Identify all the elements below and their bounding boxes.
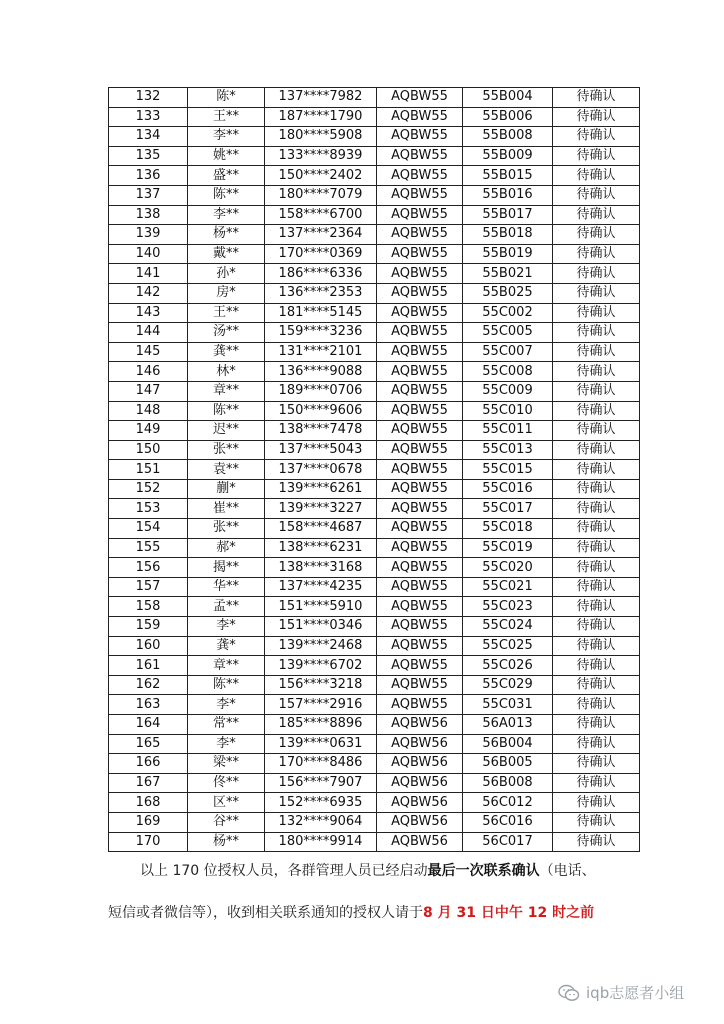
notice-text: 短信或者微信等），收到相关联系通知的授权人请于 (108, 905, 423, 921)
table-row (109, 323, 640, 343)
status-cell: 待确认 (553, 225, 640, 245)
name-cell: 陈** (188, 401, 265, 421)
member-id-cell: 56B008 (463, 773, 553, 793)
row-number-cell: 155 (109, 538, 188, 558)
name-cell: 姚** (188, 146, 265, 166)
name-cell: 佟** (188, 773, 265, 793)
table-row (109, 597, 640, 617)
status-cell: 待确认 (553, 812, 640, 832)
row-number-cell: 158 (109, 597, 188, 617)
row-number-cell: 137 (109, 185, 188, 205)
table-row (109, 675, 640, 695)
table-row (109, 303, 640, 323)
status-cell: 待确认 (553, 754, 640, 774)
member-id-cell: 56C012 (463, 793, 553, 813)
member-id-cell: 56B004 (463, 734, 553, 754)
name-cell: 李* (188, 734, 265, 754)
authorization-table (108, 87, 640, 852)
group-code-cell: AQBW55 (377, 617, 463, 637)
phone-cell: 150****2402 (265, 166, 377, 186)
table-row (109, 440, 640, 460)
name-cell: 戴** (188, 244, 265, 264)
member-id-cell: 55C002 (463, 303, 553, 323)
group-code-cell: AQBW55 (377, 519, 463, 539)
row-number-cell: 150 (109, 440, 188, 460)
status-cell: 待确认 (553, 283, 640, 303)
name-cell: 常** (188, 715, 265, 735)
group-code-cell: AQBW56 (377, 773, 463, 793)
row-number-cell: 142 (109, 283, 188, 303)
status-cell: 待确认 (553, 656, 640, 676)
name-cell: 李* (188, 617, 265, 637)
status-cell: 待确认 (553, 558, 640, 578)
watermark (558, 982, 684, 1003)
phone-cell: 159****3236 (265, 323, 377, 343)
name-cell: 陈* (188, 88, 265, 108)
row-number-cell: 156 (109, 558, 188, 578)
phone-cell: 138****6231 (265, 538, 377, 558)
phone-cell: 138****7478 (265, 421, 377, 441)
member-id-cell: 55C010 (463, 401, 553, 421)
group-code-cell: AQBW56 (377, 812, 463, 832)
member-id-cell: 55B016 (463, 185, 553, 205)
row-number-cell: 165 (109, 734, 188, 754)
phone-cell: 139****0631 (265, 734, 377, 754)
table-row (109, 754, 640, 774)
row-number-cell: 133 (109, 107, 188, 127)
phone-cell: 136****2353 (265, 283, 377, 303)
row-number-cell: 147 (109, 381, 188, 401)
member-id-cell: 56A013 (463, 715, 553, 735)
group-code-cell: AQBW55 (377, 597, 463, 617)
status-cell: 待确认 (553, 636, 640, 656)
member-id-cell: 56C016 (463, 812, 553, 832)
table-row (109, 636, 640, 656)
name-cell: 张** (188, 440, 265, 460)
phone-cell: 137****5043 (265, 440, 377, 460)
status-cell: 待确认 (553, 734, 640, 754)
row-number-cell: 168 (109, 793, 188, 813)
name-cell: 袁** (188, 460, 265, 480)
group-code-cell: AQBW56 (377, 793, 463, 813)
row-number-cell: 160 (109, 636, 188, 656)
status-cell: 待确认 (553, 695, 640, 715)
status-cell: 待确认 (553, 362, 640, 382)
row-number-cell: 167 (109, 773, 188, 793)
status-cell: 待确认 (553, 127, 640, 147)
name-cell: 张** (188, 519, 265, 539)
group-code-cell: AQBW55 (377, 88, 463, 108)
member-id-cell: 55B017 (463, 205, 553, 225)
row-number-cell: 154 (109, 519, 188, 539)
phone-cell: 137****2364 (265, 225, 377, 245)
group-code-cell: AQBW55 (377, 656, 463, 676)
phone-cell: 158****6700 (265, 205, 377, 225)
group-code-cell: AQBW55 (377, 166, 463, 186)
status-cell: 待确认 (553, 88, 640, 108)
group-code-cell: AQBW55 (377, 440, 463, 460)
table-row (109, 538, 640, 558)
member-id-cell: 55C019 (463, 538, 553, 558)
status-cell: 待确认 (553, 715, 640, 735)
group-code-cell: AQBW56 (377, 754, 463, 774)
status-cell: 待确认 (553, 303, 640, 323)
group-code-cell: AQBW55 (377, 362, 463, 382)
name-cell: 杨** (188, 832, 265, 852)
row-number-cell: 141 (109, 264, 188, 284)
phone-cell: 137****4235 (265, 577, 377, 597)
phone-cell: 139****6261 (265, 479, 377, 499)
status-cell: 待确认 (553, 342, 640, 362)
phone-cell: 151****5910 (265, 597, 377, 617)
status-cell: 待确认 (553, 166, 640, 186)
name-cell: 揭** (188, 558, 265, 578)
phone-cell: 180****5908 (265, 127, 377, 147)
status-cell: 待确认 (553, 773, 640, 793)
table-row (109, 185, 640, 205)
name-cell: 章** (188, 656, 265, 676)
table-row (109, 381, 640, 401)
row-number-cell: 166 (109, 754, 188, 774)
name-cell: 陈** (188, 675, 265, 695)
name-cell: 杨** (188, 225, 265, 245)
status-cell: 待确认 (553, 793, 640, 813)
status-cell: 待确认 (553, 323, 640, 343)
status-cell: 待确认 (553, 421, 640, 441)
phone-cell: 156****3218 (265, 675, 377, 695)
notice-text: （电话、 (539, 863, 596, 879)
group-code-cell: AQBW55 (377, 342, 463, 362)
phone-cell: 138****3168 (265, 558, 377, 578)
row-number-cell: 159 (109, 617, 188, 637)
status-cell: 待确认 (553, 577, 640, 597)
name-cell: 梁** (188, 754, 265, 774)
status-cell: 待确认 (553, 264, 640, 284)
member-id-cell: 55B018 (463, 225, 553, 245)
name-cell: 李** (188, 205, 265, 225)
member-id-cell: 55C023 (463, 597, 553, 617)
notice-line-1 (140, 860, 660, 880)
group-code-cell: AQBW55 (377, 225, 463, 245)
table-row (109, 773, 640, 793)
group-code-cell: AQBW55 (377, 460, 463, 480)
table-row (109, 656, 640, 676)
notice-emphasis: 最后一次联系确认 (427, 863, 540, 879)
member-id-cell: 55B004 (463, 88, 553, 108)
status-cell: 待确认 (553, 205, 640, 225)
group-code-cell: AQBW55 (377, 636, 463, 656)
table-row (109, 812, 640, 832)
member-id-cell: 55C026 (463, 656, 553, 676)
phone-cell: 137****7982 (265, 88, 377, 108)
phone-cell: 151****0346 (265, 617, 377, 637)
group-code-cell: AQBW55 (377, 401, 463, 421)
name-cell: 林* (188, 362, 265, 382)
member-id-cell: 55C017 (463, 499, 553, 519)
name-cell: 区** (188, 793, 265, 813)
group-code-cell: AQBW55 (377, 303, 463, 323)
member-id-cell: 56C017 (463, 832, 553, 852)
name-cell: 龚* (188, 636, 265, 656)
phone-cell: 170****8486 (265, 754, 377, 774)
phone-cell: 185****8896 (265, 715, 377, 735)
group-code-cell: AQBW55 (377, 107, 463, 127)
member-id-cell: 55C015 (463, 460, 553, 480)
name-cell: 孙* (188, 264, 265, 284)
group-code-cell: AQBW55 (377, 205, 463, 225)
row-number-cell: 148 (109, 401, 188, 421)
group-code-cell: AQBW55 (377, 695, 463, 715)
member-id-cell: 55C020 (463, 558, 553, 578)
member-id-cell: 55C013 (463, 440, 553, 460)
notice-line-2 (108, 902, 628, 922)
status-cell: 待确认 (553, 381, 640, 401)
table-row (109, 793, 640, 813)
watermark-text: iqb志愿者小组 (586, 984, 685, 1002)
name-cell: 华** (188, 577, 265, 597)
row-number-cell: 164 (109, 715, 188, 735)
row-number-cell: 151 (109, 460, 188, 480)
member-id-cell: 55B009 (463, 146, 553, 166)
status-cell: 待确认 (553, 538, 640, 558)
name-cell: 盛** (188, 166, 265, 186)
group-code-cell: AQBW55 (377, 283, 463, 303)
group-code-cell: AQBW55 (377, 185, 463, 205)
group-code-cell: AQBW55 (377, 558, 463, 578)
status-cell: 待确认 (553, 107, 640, 127)
table-row (109, 107, 640, 127)
member-id-cell: 55C005 (463, 323, 553, 343)
group-code-cell: AQBW55 (377, 264, 463, 284)
phone-cell: 156****7907 (265, 773, 377, 793)
table-row (109, 362, 640, 382)
table-row (109, 342, 640, 362)
member-id-cell: 55B025 (463, 283, 553, 303)
phone-cell: 180****7079 (265, 185, 377, 205)
table-row (109, 479, 640, 499)
name-cell: 谷** (188, 812, 265, 832)
phone-cell: 189****0706 (265, 381, 377, 401)
member-id-cell: 55B006 (463, 107, 553, 127)
phone-cell: 181****5145 (265, 303, 377, 323)
status-cell: 待确认 (553, 440, 640, 460)
phone-cell: 180****9914 (265, 832, 377, 852)
table-row (109, 460, 640, 480)
member-id-cell: 55B008 (463, 127, 553, 147)
phone-cell: 187****1790 (265, 107, 377, 127)
status-cell: 待确认 (553, 499, 640, 519)
phone-cell: 136****9088 (265, 362, 377, 382)
member-id-cell: 55C031 (463, 695, 553, 715)
table-row (109, 499, 640, 519)
phone-cell: 131****2101 (265, 342, 377, 362)
table-row (109, 127, 640, 147)
row-number-cell: 136 (109, 166, 188, 186)
name-cell: 陈** (188, 185, 265, 205)
member-id-cell: 55C021 (463, 577, 553, 597)
table-row (109, 88, 640, 108)
phone-cell: 186****6336 (265, 264, 377, 284)
name-cell: 汤** (188, 323, 265, 343)
status-cell: 待确认 (553, 832, 640, 852)
row-number-cell: 140 (109, 244, 188, 264)
member-id-cell: 55C007 (463, 342, 553, 362)
row-number-cell: 169 (109, 812, 188, 832)
member-id-cell: 55C025 (463, 636, 553, 656)
group-code-cell: AQBW55 (377, 479, 463, 499)
table-row (109, 734, 640, 754)
status-cell: 待确认 (553, 401, 640, 421)
member-id-cell: 55B021 (463, 264, 553, 284)
group-code-cell: AQBW56 (377, 734, 463, 754)
status-cell: 待确认 (553, 146, 640, 166)
row-number-cell: 163 (109, 695, 188, 715)
group-code-cell: AQBW55 (377, 127, 463, 147)
name-cell: 章** (188, 381, 265, 401)
member-id-cell: 55B015 (463, 166, 553, 186)
status-cell: 待确认 (553, 479, 640, 499)
status-cell: 待确认 (553, 244, 640, 264)
group-code-cell: AQBW55 (377, 323, 463, 343)
row-number-cell: 135 (109, 146, 188, 166)
table-row (109, 205, 640, 225)
phone-cell: 139****2468 (265, 636, 377, 656)
member-id-cell: 55C009 (463, 381, 553, 401)
member-id-cell: 55C016 (463, 479, 553, 499)
notice-text: 以上 170 位授权人员，各群管理人员已经启动 (140, 863, 428, 879)
row-number-cell: 145 (109, 342, 188, 362)
phone-cell: 139****3227 (265, 499, 377, 519)
row-number-cell: 152 (109, 479, 188, 499)
group-code-cell: AQBW55 (377, 675, 463, 695)
table-row (109, 264, 640, 284)
member-id-cell: 55C018 (463, 519, 553, 539)
status-cell: 待确认 (553, 185, 640, 205)
status-cell: 待确认 (553, 675, 640, 695)
name-cell: 郝* (188, 538, 265, 558)
status-cell: 待确认 (553, 460, 640, 480)
group-code-cell: AQBW55 (377, 538, 463, 558)
group-code-cell: AQBW55 (377, 421, 463, 441)
row-number-cell: 138 (109, 205, 188, 225)
name-cell: 龚** (188, 342, 265, 362)
name-cell: 蒯* (188, 479, 265, 499)
name-cell: 房* (188, 283, 265, 303)
phone-cell: 132****9064 (265, 812, 377, 832)
table-row (109, 421, 640, 441)
row-number-cell: 162 (109, 675, 188, 695)
name-cell: 崔** (188, 499, 265, 519)
table-row (109, 244, 640, 264)
table-row (109, 715, 640, 735)
name-cell: 王** (188, 303, 265, 323)
row-number-cell: 149 (109, 421, 188, 441)
row-number-cell: 157 (109, 577, 188, 597)
table-row (109, 401, 640, 421)
name-cell: 孟** (188, 597, 265, 617)
wechat-icon (558, 984, 580, 1002)
status-cell: 待确认 (553, 597, 640, 617)
phone-cell: 150****9606 (265, 401, 377, 421)
group-code-cell: AQBW55 (377, 499, 463, 519)
table-row (109, 695, 640, 715)
table-row (109, 617, 640, 637)
row-number-cell: 143 (109, 303, 188, 323)
table-row (109, 558, 640, 578)
phone-cell: 158****4687 (265, 519, 377, 539)
name-cell: 李* (188, 695, 265, 715)
phone-cell: 152****6935 (265, 793, 377, 813)
row-number-cell: 170 (109, 832, 188, 852)
row-number-cell: 161 (109, 656, 188, 676)
row-number-cell: 134 (109, 127, 188, 147)
group-code-cell: AQBW55 (377, 146, 463, 166)
notice-deadline: 8 月 31 日中午 12 时之前 (423, 905, 595, 921)
name-cell: 迟** (188, 421, 265, 441)
table-row (109, 166, 640, 186)
group-code-cell: AQBW55 (377, 577, 463, 597)
row-number-cell: 132 (109, 88, 188, 108)
table-body (109, 88, 640, 852)
row-number-cell: 153 (109, 499, 188, 519)
row-number-cell: 139 (109, 225, 188, 245)
member-id-cell: 55C011 (463, 421, 553, 441)
group-code-cell: AQBW55 (377, 381, 463, 401)
member-id-cell: 55B019 (463, 244, 553, 264)
table-row (109, 146, 640, 166)
group-code-cell: AQBW55 (377, 244, 463, 264)
name-cell: 李** (188, 127, 265, 147)
phone-cell: 139****6702 (265, 656, 377, 676)
member-id-cell: 55C008 (463, 362, 553, 382)
phone-cell: 133****8939 (265, 146, 377, 166)
table-row (109, 283, 640, 303)
group-code-cell: AQBW56 (377, 832, 463, 852)
phone-cell: 137****0678 (265, 460, 377, 480)
phone-cell: 170****0369 (265, 244, 377, 264)
phone-cell: 157****2916 (265, 695, 377, 715)
member-id-cell: 56B005 (463, 754, 553, 774)
table-row (109, 832, 640, 852)
group-code-cell: AQBW56 (377, 715, 463, 735)
member-id-cell: 55C029 (463, 675, 553, 695)
table-row (109, 577, 640, 597)
status-cell: 待确认 (553, 617, 640, 637)
member-id-cell: 55C024 (463, 617, 553, 637)
row-number-cell: 146 (109, 362, 188, 382)
status-cell: 待确认 (553, 519, 640, 539)
table-row (109, 519, 640, 539)
name-cell: 王** (188, 107, 265, 127)
table-row (109, 225, 640, 245)
row-number-cell: 144 (109, 323, 188, 343)
